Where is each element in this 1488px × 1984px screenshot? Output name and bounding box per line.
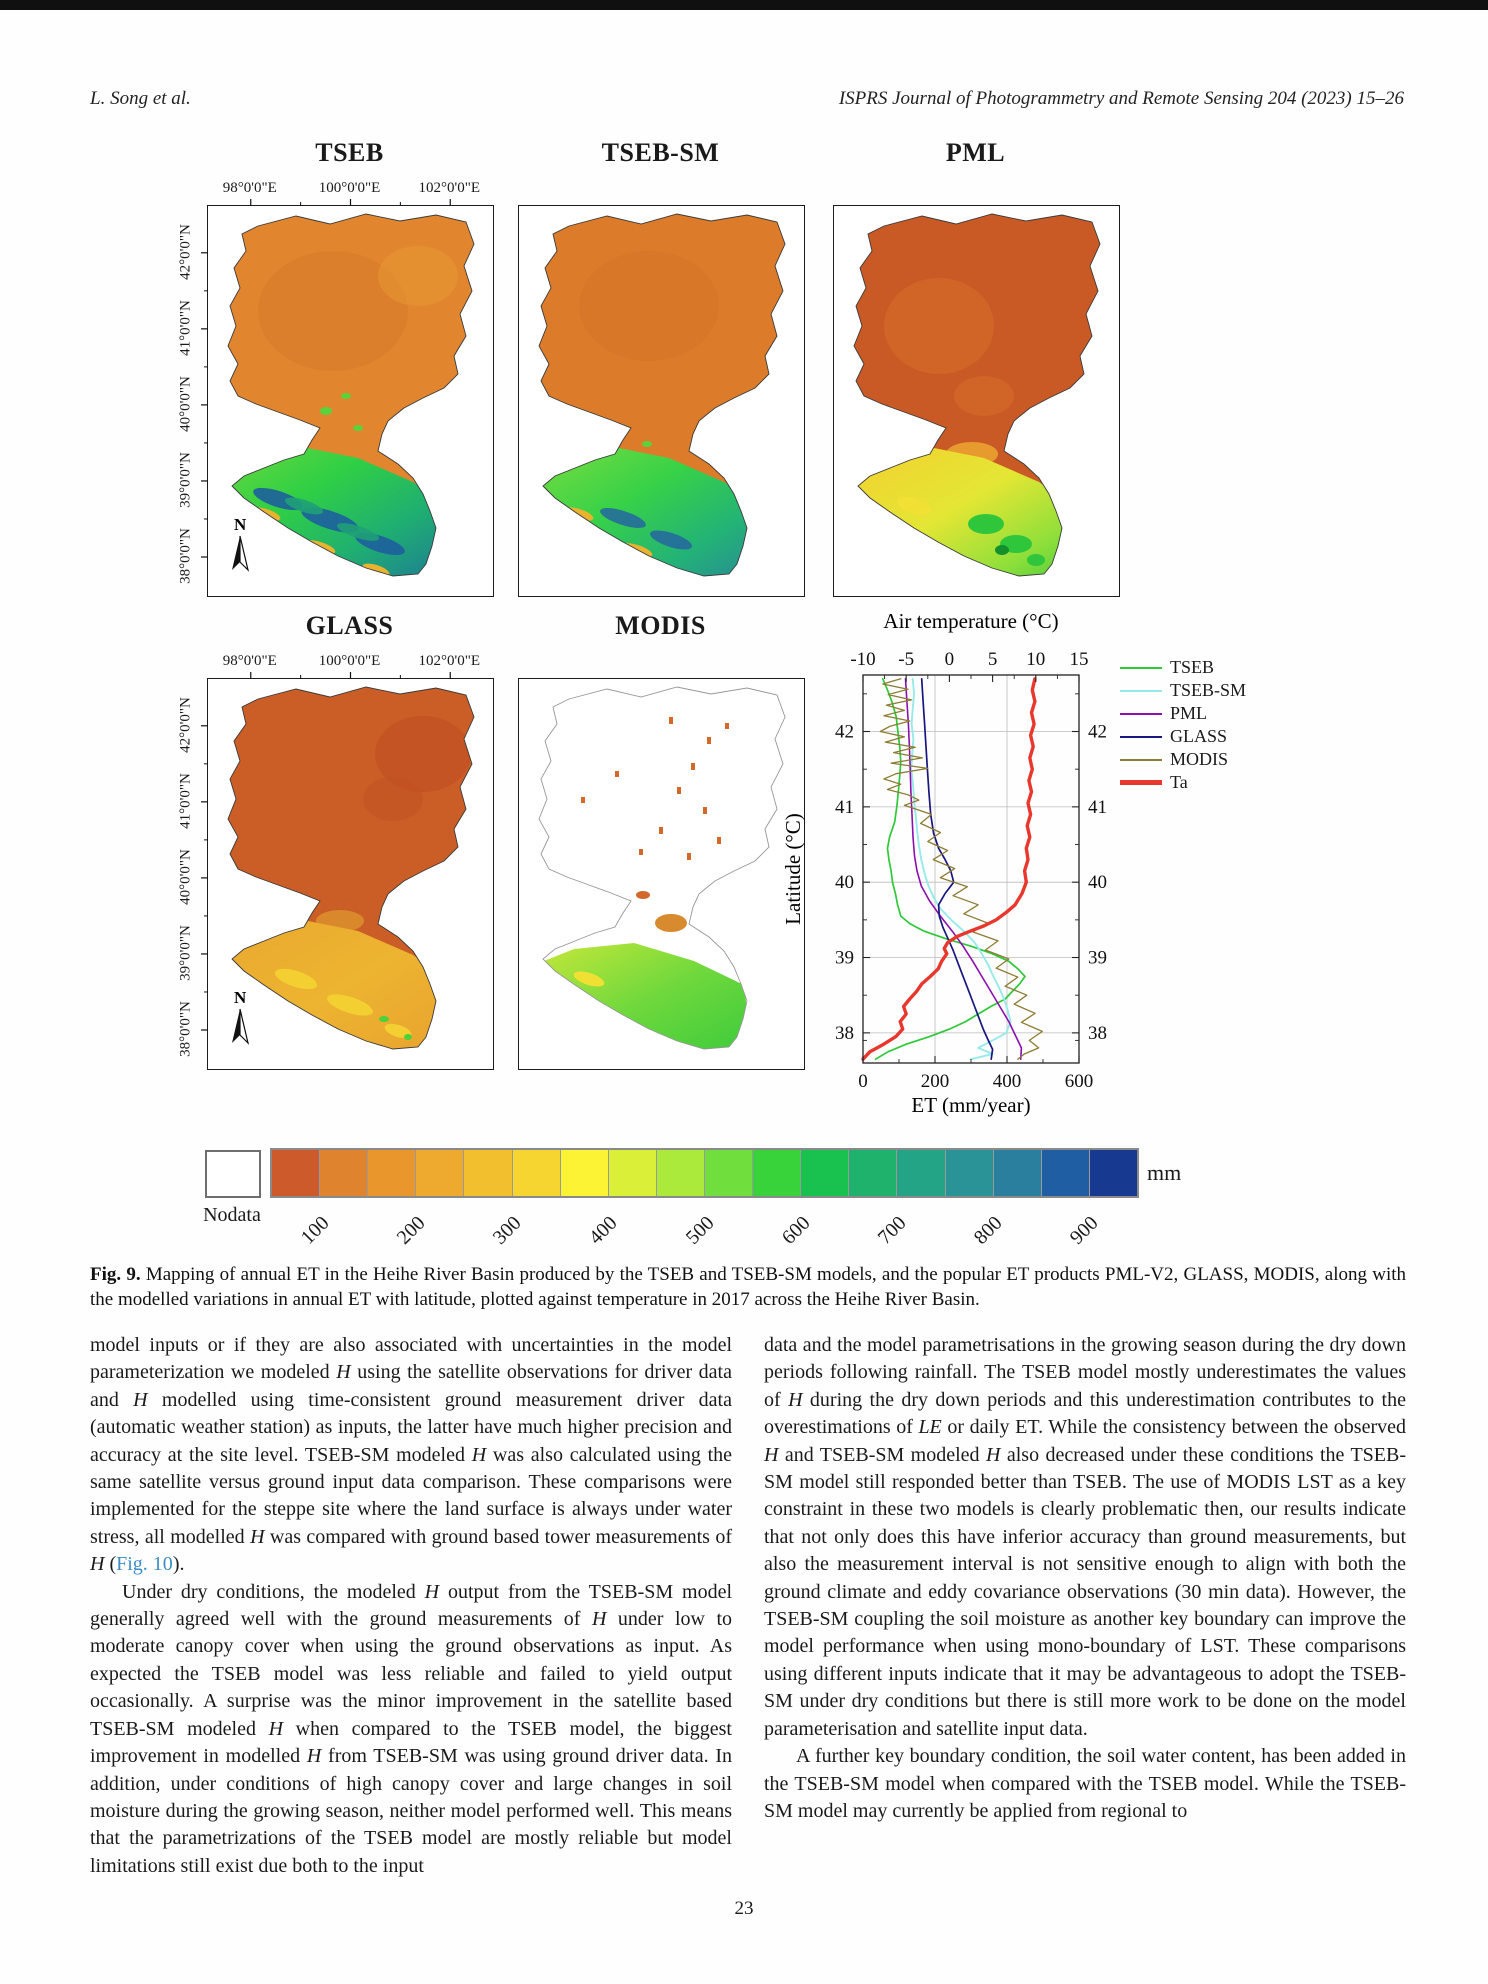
colorbar-segment — [464, 1150, 512, 1196]
running-head-journal: ISPRS Journal of Photogrammetry and Remote Sensing 204 (2023) 15–26 — [838, 88, 1404, 109]
lon-tick-label: 98°0'0"E — [222, 653, 277, 669]
colorbar-tick-labels — [270, 1200, 1135, 1256]
legend-line-sample — [1120, 667, 1162, 669]
lon-tick-label: 100°0'0"E — [318, 653, 381, 669]
body-column-right — [764, 1332, 1406, 1825]
tick-label: 400 — [992, 1071, 1022, 1092]
body-column-left — [90, 1332, 732, 1880]
legend-line-sample — [1120, 713, 1162, 715]
map-pml — [833, 205, 1120, 597]
lon-tick-label: 102°0'0"E — [418, 180, 480, 196]
colorbar-tick-label: 800 — [969, 1212, 1007, 1249]
nodata-swatch — [205, 1150, 261, 1198]
legend-line-sample — [1120, 759, 1162, 761]
paragraph: Under dry conditions, the modeled H output from the TSEB-SM model generally agreed well with the ground measurements of H under low to moderate canopy cover when using the ground observations as input. As expected the TSEB model was less reliable and failed to yield output occasionally. A surprise was the minor improvement in the satellite based TSEB-SM modeled H when compared to the TSEB model, the biggest improvement in modelled H from TSEB-SM was using ground driver data. In addition, under conditions of high canopy cover and large changes in soil moisture during the growing season, neither model performed well. This means that the parametrizations of the TSEB model are mostly reliable but model limitations still exist due both to the input — [90, 1580, 733, 1877]
tick-label: 40 — [835, 872, 854, 894]
map-tsebsm — [518, 205, 805, 597]
legend-item — [1120, 679, 1246, 702]
lat-tick-label: 38°0'0"N — [177, 1001, 194, 1057]
paragraph: data and the model parametrisations in the growing season during the dry down periods following rainfall. The TSEB model mostly underestimates the values of H during the dry down periods and this underestimation contributes to the overestimations of LE or daily ET. While the consistency between the observed H and TSEB-SM modeled H also decreased under these conditions the TSEB-SM model still responded better than TSEB. The use of MODIS LST as a key constraint in these two models is clearly problematic then, our results indicate that not only does this have inferior accuracy than ground measurements, but also the measurement interval is not sensitive enough to align with both the ground climate and eddy covariance observations (30 min data). However, the TSEB-SM coupling the soil moisture as another key boundary can improve the model performance when using mono-boundary of LST. These comparisons using different inputs indicate that it may be advantageous to adopt the TSEB-SM under dry conditions but there is still more work to be done on the model parameterisation and satellite input data. — [764, 1334, 1406, 1740]
lon-tick-label: 100°0'0"E — [318, 180, 381, 196]
svg-text:N: N — [234, 515, 247, 534]
lon-tick-label: 98°0'0"E — [222, 180, 277, 196]
colorbar-tick-label: 600 — [777, 1212, 815, 1249]
page-top-edge — [0, 0, 1488, 10]
colorbar-segment — [801, 1150, 849, 1196]
figure-caption — [90, 1262, 1406, 1312]
colorbar-tick-label: 100 — [296, 1212, 334, 1249]
running-head-authors: L. Song et al. — [90, 88, 191, 109]
map-title-tseb: TSEB — [315, 138, 384, 167]
colorbar-tick-label: 400 — [585, 1212, 622, 1249]
colorbar-segment — [1042, 1150, 1090, 1196]
tick-label: 600 — [1064, 1071, 1094, 1092]
map-title-tsebsm: TSEB-SM — [601, 138, 720, 167]
tick-label: 38 — [1088, 1022, 1107, 1044]
paragraph: A further key boundary condition, the soil water content, has been added in the TSEB-SM model when compared with the TSEB model. While the TSEB-SM model may currently be applied from regional to — [764, 1745, 1406, 1822]
colorbar-segment — [1090, 1150, 1137, 1196]
tick-label: 0 — [944, 649, 955, 670]
lon-tick-label: 102°0'0"E — [418, 653, 480, 669]
lat-tick-label: 41°0'0"N — [177, 300, 194, 356]
colorbar-segment — [897, 1150, 945, 1196]
colorbar-segment — [513, 1150, 561, 1196]
lat-tick-label: 41°0'0"N — [177, 773, 194, 829]
map-modis — [518, 678, 805, 1070]
colorbar-segment — [849, 1150, 897, 1196]
paragraph: model inputs or if they are also associated with uncertainties in the model parameterization we modeled H using the satellite observations for driver data and H modelled using time-consistent ground measurement driver data (automatic weather station) as inputs, the latter have much higher precision and accuracy at the site level. TSEB-SM modeled H was also calculated using the same satellite versus ground input data comparison. These comparisons were implemented for the steppe site where the land surface is always under water stress, all modelled H was compared with ground based tower measurements of H (Fig. 10). — [90, 1334, 733, 1576]
colorbar-tick-label: 300 — [489, 1212, 526, 1249]
legend-line-sample — [1120, 736, 1162, 738]
tick-label: 15 — [1069, 649, 1089, 670]
tick-label: 42 — [1088, 721, 1107, 743]
colorbar-segment — [657, 1150, 705, 1196]
legend-label: TSEB-SM — [1170, 680, 1247, 700]
map-title-modis: MODIS — [615, 611, 706, 640]
lat-tick-label: 38°0'0"N — [177, 528, 194, 584]
colorbar-tick-label: 700 — [873, 1212, 911, 1249]
colorbar-tick-label: 200 — [392, 1212, 430, 1249]
colorbar-segment — [368, 1150, 416, 1196]
legend-label: Ta — [1170, 772, 1188, 792]
north-arrow — [232, 988, 248, 1043]
chart-bottom-axis-title: ET (mm/year) — [911, 1093, 1031, 1117]
map-glass — [207, 678, 494, 1070]
lat-tick-label: 42°0'0"N — [177, 696, 194, 753]
map-title-glass: GLASS — [305, 611, 394, 640]
legend-item — [1120, 702, 1246, 725]
colorbar-tick-label: 500 — [681, 1212, 719, 1249]
page-number: 23 — [734, 1898, 754, 1919]
legend-item — [1120, 771, 1246, 794]
colorbar-ramp — [270, 1148, 1139, 1198]
lat-tick-label: 40°0'0"N — [177, 849, 194, 905]
colorbar-segment — [416, 1150, 464, 1196]
figure-caption-label: Fig. 9. — [90, 1264, 141, 1285]
figure-9 — [90, 130, 1398, 1262]
colorbar-segment — [946, 1150, 994, 1196]
longitude-axis-labels-tseb — [207, 180, 492, 200]
lat-tick-label: 42°0'0"N — [177, 223, 194, 280]
colorbar-segment — [561, 1150, 609, 1196]
tick-label: -10 — [850, 649, 876, 670]
tick-label: 38 — [835, 1022, 854, 1044]
figure-caption-text: Mapping of annual ET in the Heihe River Basin produced by the TSEB and TSEB-SM models, and the popular ET products PML-V2, GLASS, MODIS, along with the modelled variations in annual ET with latitude, plotted against temperature in 2017 across the Heihe River Basin. — [90, 1264, 1407, 1310]
fig10-link[interactable]: Fig. 10 — [116, 1553, 173, 1576]
legend-label: TSEB — [1170, 657, 1215, 677]
colorbar-segment — [753, 1150, 801, 1196]
lat-tick-label: 39°0'0"N — [177, 925, 194, 981]
legend-item — [1120, 748, 1246, 771]
colorbar-unit: mm — [1147, 1160, 1182, 1185]
colorbar-segment — [272, 1150, 320, 1196]
tick-label: -5 — [898, 649, 915, 670]
series-MODIS — [880, 679, 1042, 1059]
legend-label: GLASS — [1170, 726, 1228, 746]
longitude-axis-labels-glass — [207, 653, 492, 673]
colorbar-segment — [705, 1150, 753, 1196]
chart-plot-frame — [863, 675, 1079, 1063]
tick-label: 41 — [1088, 796, 1107, 818]
tick-label: 42 — [835, 721, 854, 743]
nodata-label: Nodata — [203, 1204, 261, 1226]
tick-label: 40 — [1088, 872, 1107, 894]
legend-line-sample — [1120, 780, 1162, 785]
map-tseb — [207, 205, 494, 597]
series-GLASS — [922, 679, 993, 1059]
svg-text:N: N — [234, 988, 247, 1007]
tick-label: 5 — [987, 649, 998, 670]
tick-label: 10 — [1026, 649, 1046, 670]
tick-label: 41 — [835, 796, 854, 818]
legend-line-sample — [1120, 690, 1162, 692]
tick-label: 0 — [858, 1071, 868, 1092]
north-arrow — [232, 515, 248, 570]
tick-label: 39 — [835, 947, 854, 969]
tick-label: 200 — [920, 1071, 950, 1092]
colorbar-segment — [609, 1150, 657, 1196]
legend-label: MODIS — [1170, 749, 1229, 769]
map-title-pml: PML — [945, 138, 1006, 167]
colorbar-segment — [994, 1150, 1042, 1196]
tick-label: 39 — [1088, 947, 1107, 969]
legend-item — [1120, 656, 1246, 679]
lat-tick-label: 39°0'0"N — [177, 452, 194, 508]
colorbar — [202, 1142, 1282, 1260]
chart-legend — [1120, 656, 1246, 794]
legend-label: PML — [1170, 703, 1208, 723]
chart-y-axis-title: Latitude (°C) — [781, 813, 805, 925]
lat-tick-label: 40°0'0"N — [177, 376, 194, 432]
colorbar-segment — [320, 1150, 368, 1196]
colorbar-tick-label: 900 — [1065, 1212, 1103, 1249]
chart-top-axis-title: Air temperature (°C) — [883, 609, 1059, 633]
legend-item — [1120, 725, 1246, 748]
